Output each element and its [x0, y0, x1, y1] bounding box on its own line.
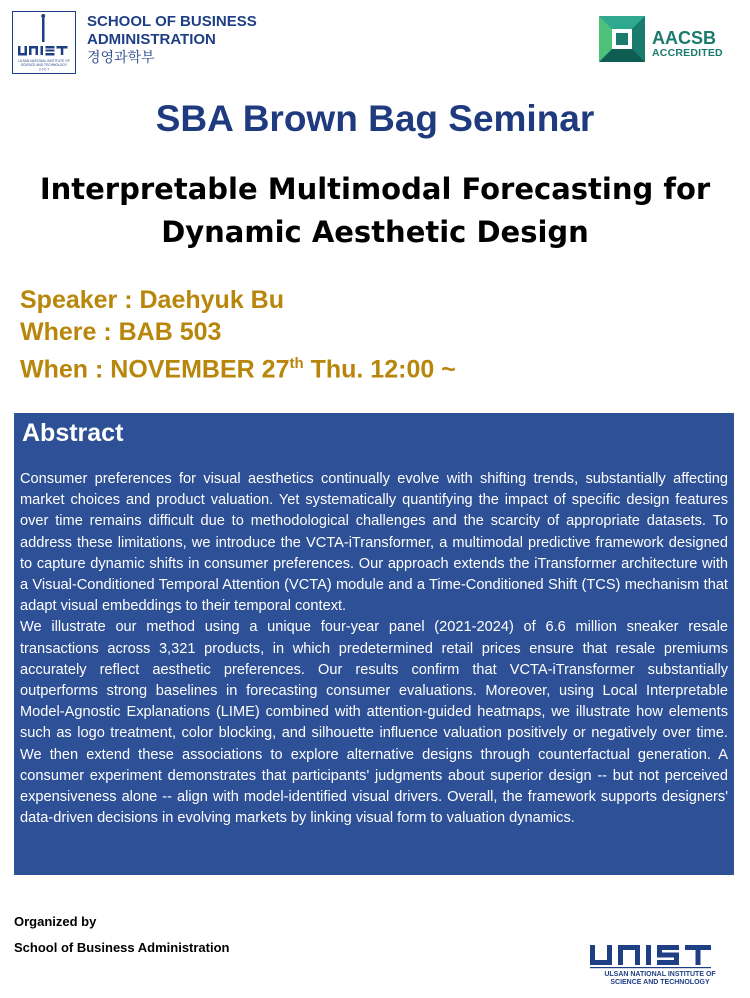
abstract-box	[14, 413, 734, 875]
svg-text:SCIENCE AND TECHNOLOGY: SCIENCE AND TECHNOLOGY	[20, 63, 68, 67]
abstract-paragraph-2: We illustrate our method using a unique four-year panel (2021-2024) of 6.6 million sneaker resale transactions across 3,321 products, in which predetermined retail prices ensure that resale premiums accurately reflect aesthetic preferences. Our results confirm that VCTA-iTransformer substantially outperforms strong baselines in forecasting consumer evaluations. Moreover, using Local Interpretable Model-Agnostic Explanations (LIME) combined with attention-guided heatmaps, we illustrate how elements such as logo treatment, color blocking, and silhouette influence valuation positively or negatively over time. We then extend these associations to explore alternative designs through counterfactual generation. A consumer experiment demonstrates that participants' judgments about superior design -- but not perceived expensiveness alone -- align with model-identified visual drivers. Overall, the framework supports designers' data-driven decisions in evolving markets by linking visual form to valuation dynamics.	[20, 619, 728, 827]
school-name-korean: 경영과학부	[87, 50, 155, 66]
organized-by-label: Organized by	[14, 914, 97, 929]
unist-wordmark-icon	[588, 943, 728, 969]
aacsb-accredited: ACCREDITED	[652, 47, 723, 59]
school-name-line1: SCHOOL OF BUSINESS	[87, 13, 257, 30]
aacsb-name: AACSB	[652, 28, 717, 48]
seminar-title: SBA Brown Bag Seminar	[155, 98, 595, 139]
abstract-heading: Abstract	[22, 419, 124, 447]
unist-logo	[12, 11, 76, 74]
date-suffix: Thu. 12:00 ~	[303, 355, 456, 384]
abstract-paragraph-1: Consumer preferences for visual aesthetics continually evolve with shifting trends, substantially affecting market choices and product valuation. Yet systematically quantifying the impact of specific design features over time remains difficult due to methodological challenges and the scarcity of appropriate datasets. To address these limitations, we introduce the VCTA-iTransformer, a multimodal predictive framework designed to capture dynamic shifts in consumer preferences. Our approach extends the iTransformer architecture with a Visual-Conditioned Temporal Attention (VCTA) module and a Time-Conditioned Shift (TCS) mechanism that adapt visual embeddings to their temporal context.	[20, 471, 728, 615]
abstract-body	[20, 469, 728, 829]
talk-title-line1: Interpretable Multimodal Forecasting for	[39, 172, 711, 206]
aacsb-accreditation	[652, 29, 723, 59]
svg-text:2 0 0 7: 2 0 0 7	[38, 67, 50, 72]
organizer-name: School of Business Administration	[14, 940, 230, 955]
school-name-line2: ADMINISTRATION	[87, 31, 216, 48]
date-prefix: When : NOVEMBER 27	[20, 355, 290, 384]
unist-subtitle-line1: ULSAN NATIONAL INSTITUTE OF	[604, 971, 716, 978]
talk-title-line2: Dynamic Aesthetic Design	[161, 215, 589, 249]
svg-text:ULSAN NATIONAL INSTITUTE OF: ULSAN NATIONAL INSTITUTE OF	[18, 59, 70, 63]
school-name	[87, 13, 257, 67]
speaker-line: Speaker : Daehyuk Bu	[20, 286, 284, 314]
aacsb-emblem-icon	[599, 16, 645, 62]
location-line: Where : BAB 503	[20, 318, 222, 346]
talk-title	[0, 168, 750, 254]
date-ordinal-suffix: th	[289, 355, 304, 372]
unist-emblem-icon	[13, 12, 75, 73]
date-time-line	[20, 348, 456, 385]
unist-subtitle-line2: SCIENCE AND TECHNOLOGY	[610, 979, 710, 986]
unist-wordmark-subtitle	[590, 971, 730, 987]
